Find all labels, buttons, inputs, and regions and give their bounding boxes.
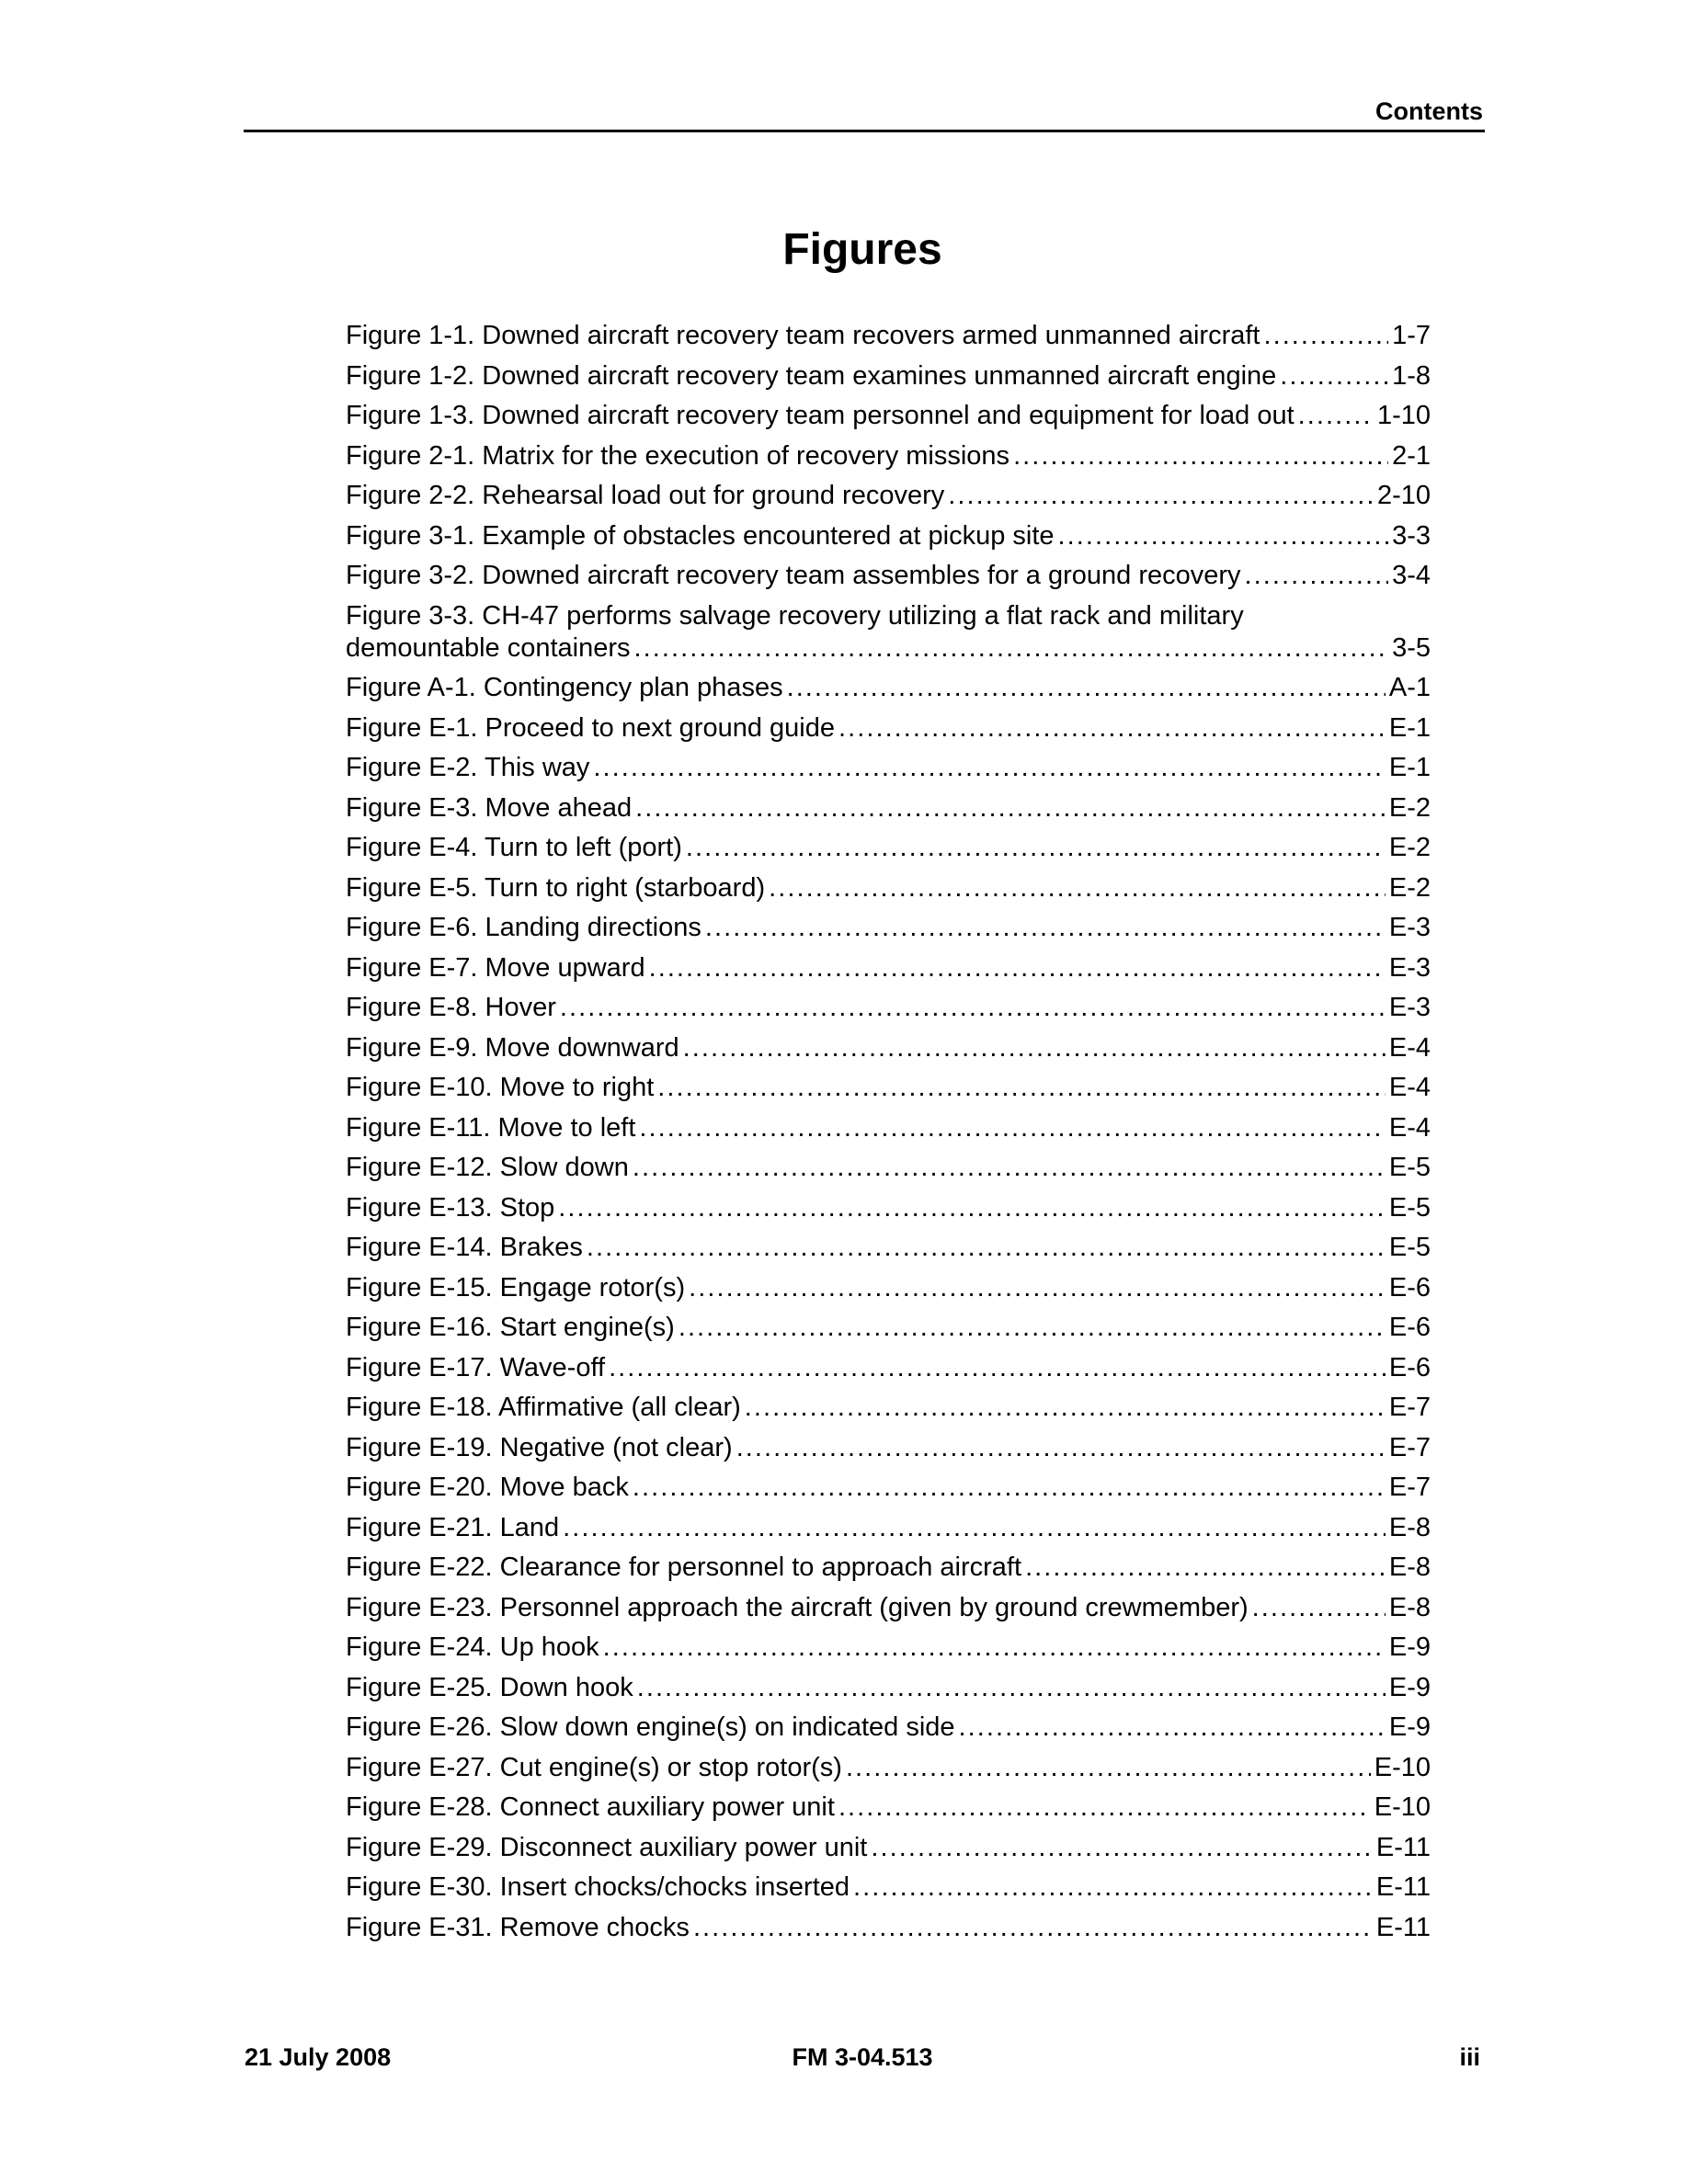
- toc-entry[interactable]: [346, 1592, 1431, 1624]
- toc-entry-page: 2-1: [1392, 440, 1431, 471]
- toc-entry-line: [346, 992, 1431, 1024]
- dot-leader: [1263, 320, 1388, 352]
- toc-entry[interactable]: [346, 672, 1431, 704]
- toc-entry-line: [346, 632, 1431, 665]
- toc-entry[interactable]: [346, 1832, 1431, 1864]
- toc-entry-page: E-9: [1388, 1712, 1431, 1742]
- dot-leader: [587, 1232, 1386, 1264]
- toc-entry-line: [346, 672, 1431, 704]
- dot-leader: [693, 1912, 1373, 1944]
- toc-entry-line: [346, 752, 1431, 784]
- dot-leader: [683, 1032, 1386, 1064]
- toc-entry-page: E-4: [1388, 1073, 1431, 1102]
- toc-entry-page: E-6: [1388, 1272, 1431, 1302]
- toc-entry[interactable]: [346, 440, 1431, 472]
- toc-entry-title: Figure E-30. Insert chocks/chocks inserted: [346, 1872, 850, 1902]
- dot-leader: [769, 872, 1386, 904]
- dot-leader: [686, 832, 1386, 864]
- toc-entry[interactable]: [346, 1192, 1431, 1224]
- toc-entry-line: [346, 712, 1431, 745]
- toc-entry-line: [346, 792, 1431, 825]
- toc-entry-page: E-11: [1375, 1832, 1431, 1862]
- toc-entry[interactable]: [346, 320, 1431, 352]
- toc-entry-page: 3-4: [1392, 561, 1431, 590]
- toc-entry[interactable]: [346, 1672, 1431, 1704]
- dot-leader: [838, 1792, 1371, 1824]
- toc-entry[interactable]: [346, 1072, 1431, 1104]
- toc-entry-line: [346, 1592, 1431, 1624]
- toc-entry[interactable]: [346, 1871, 1431, 1904]
- dot-leader: [649, 952, 1386, 984]
- toc-entry-page: E-2: [1388, 833, 1431, 862]
- toc-entry-page: E-1: [1388, 712, 1431, 743]
- footer-page-number: iii: [1459, 2043, 1480, 2071]
- toc-entry-page: E-3: [1388, 993, 1431, 1022]
- dot-leader: [1252, 1592, 1386, 1624]
- dot-leader: [1280, 360, 1388, 392]
- toc-entry-line: [346, 560, 1431, 592]
- dot-leader: [1013, 440, 1388, 472]
- toc-entry-line: [346, 1672, 1431, 1704]
- toc-entry[interactable]: [346, 992, 1431, 1024]
- toc-entry-page: 2-10: [1376, 481, 1431, 510]
- toc-entry-page: E-11: [1375, 1872, 1431, 1902]
- toc-entry-line: [346, 832, 1431, 864]
- toc-entry-title: Figure E-18. Affirmative (all clear): [346, 1393, 741, 1422]
- toc-entry-title: Figure E-2. This way: [346, 753, 590, 782]
- running-header: [244, 92, 1485, 132]
- dot-leader: [558, 1192, 1386, 1224]
- toc-entry-page: E-9: [1388, 1672, 1431, 1702]
- dot-leader: [745, 1392, 1386, 1424]
- toc-entry-title: Figure E-4. Turn to left (port): [346, 833, 682, 862]
- dot-leader: [1058, 520, 1389, 552]
- dot-leader: [787, 672, 1386, 704]
- toc-entry[interactable]: [346, 1752, 1431, 1784]
- toc-entry-page: 1-7: [1392, 321, 1431, 350]
- toc-entry-title: Figure E-5. Turn to right (starboard): [346, 872, 766, 903]
- toc-entry-line: [346, 1912, 1431, 1944]
- toc-entry[interactable]: [346, 1512, 1431, 1544]
- toc-entry-title: Figure 2-1. Matrix for the execution of recovery missions: [346, 440, 1010, 471]
- toc-entry[interactable]: [346, 600, 1431, 665]
- dot-leader: [1245, 560, 1389, 592]
- toc-entry-line: [346, 320, 1431, 352]
- toc-entry[interactable]: [346, 1152, 1431, 1184]
- toc-entry-line: [346, 1352, 1431, 1384]
- toc-entry-line: [346, 480, 1431, 512]
- footer-date: 21 July 2008: [245, 2043, 392, 2071]
- toc-entry[interactable]: [346, 1392, 1431, 1424]
- toc-entry-page: E-7: [1388, 1393, 1431, 1422]
- toc-entry-title: Figure E-24. Up hook: [346, 1632, 599, 1662]
- toc-entry[interactable]: [346, 480, 1431, 512]
- toc-entry[interactable]: [346, 1272, 1431, 1304]
- toc-entry-title: Figure 1-2. Downed aircraft recovery team examines unmanned aircraft engine: [346, 360, 1277, 391]
- toc-entry-page: E-8: [1388, 1592, 1431, 1622]
- toc-entry-line: [346, 440, 1431, 472]
- toc-entry-page: E-10: [1374, 1792, 1431, 1822]
- toc-entry-title: Figure E-9. Move downward: [346, 1032, 679, 1063]
- toc-entry-title: Figure 3-3. CH-47 performs salvage recovery utilizing a flat rack and military: [346, 600, 1244, 631]
- toc-entry-line: [346, 520, 1431, 552]
- toc-entry-title: Figure E-6. Landing directions: [346, 913, 701, 942]
- toc-entry-line: [346, 400, 1431, 432]
- dot-leader: [838, 712, 1386, 745]
- toc-entry-line: [346, 1632, 1431, 1664]
- toc-entry[interactable]: [346, 952, 1431, 984]
- toc-entry-page: 1-8: [1392, 360, 1431, 391]
- toc-entry-page: E-4: [1388, 1032, 1431, 1063]
- toc-entry-title: Figure 3-2. Downed aircraft recovery team assembles for a ground recovery: [346, 561, 1241, 590]
- dot-leader: [1298, 400, 1374, 432]
- toc-entry[interactable]: [346, 1632, 1431, 1664]
- toc-entry-title: Figure E-29. Disconnect auxiliary power unit: [346, 1832, 868, 1862]
- toc-entry[interactable]: [346, 1912, 1431, 1944]
- toc-entry-title: Figure 3-1. Example of obstacles encountered at pickup site: [346, 520, 1055, 551]
- toc-entry[interactable]: [346, 1552, 1431, 1584]
- footer-publication: FM 3-04.513: [792, 2043, 933, 2071]
- toc-entry-title: Figure E-25. Down hook: [346, 1672, 633, 1702]
- dot-leader: [846, 1752, 1371, 1784]
- toc-entry[interactable]: [346, 1312, 1431, 1344]
- toc-entry-page: E-10: [1374, 1752, 1431, 1782]
- toc-entry-page: E-5: [1388, 1192, 1431, 1223]
- toc-entry-title: Figure E-21. Land: [346, 1512, 560, 1542]
- toc-entry-title: Figure E-14. Brakes: [346, 1233, 583, 1262]
- toc-entry[interactable]: [346, 1232, 1431, 1264]
- toc-entry-page: E-9: [1388, 1632, 1431, 1662]
- toc-entry-page: E-8: [1388, 1553, 1431, 1582]
- toc-entry-title: Figure 1-1. Downed aircraft recovery team recovers armed unmanned aircraft: [346, 321, 1260, 350]
- toc-entry-page: E-5: [1388, 1153, 1431, 1182]
- toc-entry[interactable]: [346, 792, 1431, 825]
- toc-entry-page: E-2: [1388, 792, 1431, 823]
- toc-entry-line: [346, 1512, 1431, 1544]
- toc-entry-title: Figure E-12. Slow down: [346, 1153, 629, 1182]
- dot-leader: [603, 1632, 1386, 1664]
- toc-entry-line: [346, 1112, 1431, 1144]
- dot-leader: [639, 1112, 1385, 1144]
- dot-leader: [871, 1832, 1373, 1864]
- toc-entry-page: E-5: [1388, 1233, 1431, 1262]
- toc-entry-line: [346, 1272, 1431, 1304]
- figures-list: [346, 320, 1431, 1951]
- dot-leader: [948, 480, 1374, 512]
- toc-entry-line: [346, 1432, 1431, 1464]
- toc-entry[interactable]: [346, 712, 1431, 745]
- dot-leader: [657, 1072, 1386, 1104]
- dot-leader: [637, 1672, 1386, 1704]
- dot-leader: [609, 1352, 1386, 1384]
- toc-entry[interactable]: [346, 1432, 1431, 1464]
- toc-entry[interactable]: [346, 1472, 1431, 1504]
- dot-leader: [560, 992, 1386, 1024]
- running-header-title: Contents: [1375, 97, 1483, 125]
- toc-entry-line: [346, 1312, 1431, 1344]
- dot-leader: [679, 1312, 1386, 1344]
- toc-entry-page: E-6: [1388, 1313, 1431, 1342]
- toc-entry-title-continuation: demountable containers: [346, 632, 631, 663]
- dot-leader: [736, 1432, 1386, 1464]
- dot-leader: [634, 632, 1389, 665]
- dot-leader: [593, 752, 1385, 784]
- dot-leader: [633, 1472, 1386, 1504]
- dot-leader: [563, 1512, 1386, 1544]
- toc-entry-title: Figure 1-3. Downed aircraft recovery team personnel and equipment for load out: [346, 401, 1295, 430]
- toc-entry[interactable]: [346, 560, 1431, 592]
- toc-entry-title: Figure A-1. Contingency plan phases: [346, 673, 783, 702]
- dot-leader: [705, 912, 1386, 944]
- toc-entry[interactable]: [346, 1032, 1431, 1064]
- toc-entry[interactable]: [346, 1112, 1431, 1144]
- toc-entry[interactable]: [346, 520, 1431, 552]
- toc-entry[interactable]: [346, 1352, 1431, 1384]
- toc-entry-page: E-11: [1375, 1912, 1431, 1942]
- toc-entry-page: 1-10: [1376, 401, 1431, 430]
- toc-entry-title: Figure E-28. Connect auxiliary power unit: [346, 1792, 835, 1822]
- toc-entry-page: E-3: [1388, 913, 1431, 942]
- toc-entry-title: Figure 2-2. Rehearsal load out for ground recovery: [346, 481, 945, 510]
- toc-entry[interactable]: [346, 400, 1431, 432]
- toc-entry-line: [346, 1552, 1431, 1584]
- dot-leader: [635, 792, 1386, 825]
- toc-entry-page: E-1: [1388, 753, 1431, 782]
- toc-entry[interactable]: [346, 360, 1431, 392]
- toc-entry-line: [346, 872, 1431, 904]
- toc-entry-line: [346, 912, 1431, 944]
- toc-entry[interactable]: [346, 752, 1431, 784]
- toc-entry-line: [346, 360, 1431, 392]
- toc-entry-title: Figure E-17. Wave-off: [346, 1352, 606, 1382]
- toc-entry-line: [346, 1712, 1431, 1744]
- toc-entry-title: Figure E-20. Move back: [346, 1473, 629, 1502]
- dot-leader: [853, 1871, 1373, 1904]
- toc-entry-line: [346, 952, 1431, 984]
- toc-entry-line: [346, 1871, 1431, 1904]
- toc-entry-line: [346, 1232, 1431, 1264]
- toc-entry-page: E-7: [1388, 1432, 1431, 1462]
- toc-entry-page: 3-5: [1392, 632, 1431, 663]
- toc-entry-page: E-8: [1388, 1512, 1431, 1542]
- toc-entry-line: [346, 1472, 1431, 1504]
- toc-entry-line: [346, 1832, 1431, 1864]
- toc-entry-title: Figure E-7. Move upward: [346, 952, 645, 983]
- toc-entry-title: Figure E-1. Proceed to next ground guide: [346, 712, 835, 743]
- toc-entry-title: Figure E-16. Start engine(s): [346, 1313, 675, 1342]
- toc-entry-title: Figure E-19. Negative (not clear): [346, 1432, 733, 1462]
- toc-entry-title: Figure E-11. Move to left: [346, 1112, 636, 1143]
- toc-entry-line: [346, 1392, 1431, 1424]
- toc-entry[interactable]: [346, 912, 1431, 944]
- toc-entry-page: A-1: [1388, 673, 1431, 702]
- toc-entry-title: Figure E-3. Move ahead: [346, 792, 633, 823]
- page-title: Figures: [782, 225, 942, 274]
- toc-entry[interactable]: [346, 1792, 1431, 1824]
- toc-entry-line: [346, 1792, 1431, 1824]
- toc-entry-page: 3-3: [1392, 520, 1431, 551]
- toc-entry-page: E-3: [1388, 952, 1431, 983]
- toc-entry-line: [346, 1152, 1431, 1184]
- toc-entry[interactable]: [346, 1712, 1431, 1744]
- toc-entry-page: E-2: [1388, 872, 1431, 903]
- toc-entry-line: [346, 1072, 1431, 1104]
- toc-entry-title: Figure E-31. Remove chocks: [346, 1912, 690, 1942]
- toc-entry-page: E-6: [1388, 1352, 1431, 1382]
- toc-entry-title: Figure E-27. Cut engine(s) or stop rotor(s): [346, 1752, 842, 1782]
- toc-entry-title: Figure E-26. Slow down engine(s) on indicated side: [346, 1712, 955, 1742]
- dot-leader: [689, 1272, 1386, 1304]
- toc-entry-line: [346, 1752, 1431, 1784]
- toc-entry-page: E-7: [1388, 1473, 1431, 1502]
- toc-entry-title: Figure E-23. Personnel approach the aircraft (given by ground crewmember): [346, 1592, 1249, 1622]
- dot-leader: [959, 1712, 1386, 1744]
- toc-entry-title: Figure E-10. Move to right: [346, 1073, 655, 1102]
- toc-entry[interactable]: [346, 832, 1431, 864]
- toc-entry-title: Figure E-13. Stop: [346, 1192, 555, 1223]
- dot-leader: [1025, 1552, 1386, 1584]
- toc-entry-title: Figure E-8. Hover: [346, 993, 556, 1022]
- toc-entry[interactable]: [346, 872, 1431, 904]
- toc-entry-page: E-4: [1388, 1112, 1431, 1143]
- toc-entry-line: [346, 1032, 1431, 1064]
- toc-entry-line: [346, 1192, 1431, 1224]
- toc-entry-title: Figure E-22. Clearance for personnel to approach aircraft: [346, 1553, 1022, 1582]
- dot-leader: [633, 1152, 1386, 1184]
- toc-entry-title: Figure E-15. Engage rotor(s): [346, 1272, 686, 1302]
